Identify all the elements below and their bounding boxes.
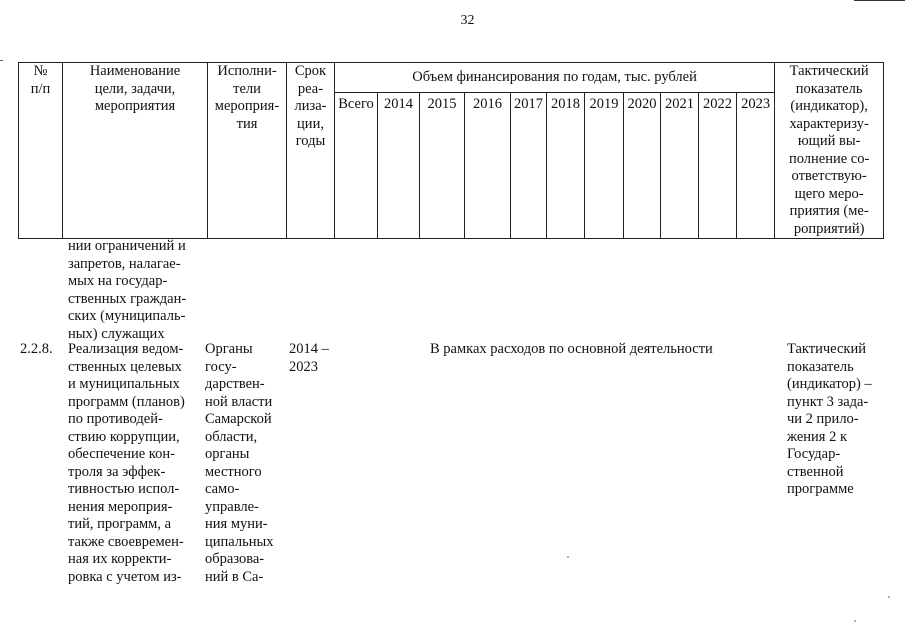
scan-speck [854, 620, 856, 622]
scan-speck [888, 596, 890, 598]
header-year: 2023 [737, 93, 775, 239]
header-indicator: Тактический показатель (индикатор), характеризу- ющий вы- полнение со- ответствую- щего меро- приятия (ме- роприятий) [775, 63, 884, 239]
row-funding: В рамках расходов по основной деятельности [430, 341, 713, 357]
header-year: 2019 [585, 93, 624, 239]
scan-edge-tick [0, 60, 3, 61]
row-number: 2.2.8. [20, 341, 53, 357]
table-header [18, 62, 884, 239]
row-term: 2014 – 2023 [289, 341, 329, 375]
header-year: 2016 [465, 93, 511, 239]
header-funding: Объем финансирования по годам, тыс. рублей [335, 63, 775, 93]
header-year: 2022 [699, 93, 737, 239]
header-term: Срок реа- лиза- ции, годы [287, 63, 335, 239]
row-indicator: Тактический показатель (индикатор) – пункт 3 зада- чи 2 прило- жения 2 к Государ- ственной программе [787, 341, 872, 497]
header-year: 2017 [511, 93, 547, 239]
header-total: Всего [335, 93, 378, 239]
header-year: 2018 [547, 93, 585, 239]
continuation-text: нии ограничений и запретов, налагае- мых на государ- ственных граждан- ских (муниципаль- ных) служащих [68, 238, 187, 342]
row-name: Реализация ведом- ственных целевых и муниципальных программ (планов) по противодей- ствию коррупции, обеспечение кон- троля за эффек- тивностью испол- нения мероприя- тий, программ, а также своевремен- ная их корректи- ровка с учетом из- [68, 341, 185, 585]
row-executors: Органы госу- дарствен- ной власти Самарской области, органы местного само- управле- ния муни- ципальных образова- ний в Са- [205, 341, 274, 585]
header-year: 2015 [420, 93, 465, 239]
header-year: 2021 [661, 93, 699, 239]
scan-edge-line [854, 0, 905, 1]
scan-speck [567, 556, 569, 558]
header-name: Наименование цели, задачи, мероприятия [63, 63, 208, 239]
header-executors: Исполни- тели мероприя- тия [208, 63, 287, 239]
header-year: 2020 [624, 93, 661, 239]
page-number: 32 [460, 13, 475, 28]
header-num: № п/п [19, 63, 63, 239]
header-year: 2014 [378, 93, 420, 239]
